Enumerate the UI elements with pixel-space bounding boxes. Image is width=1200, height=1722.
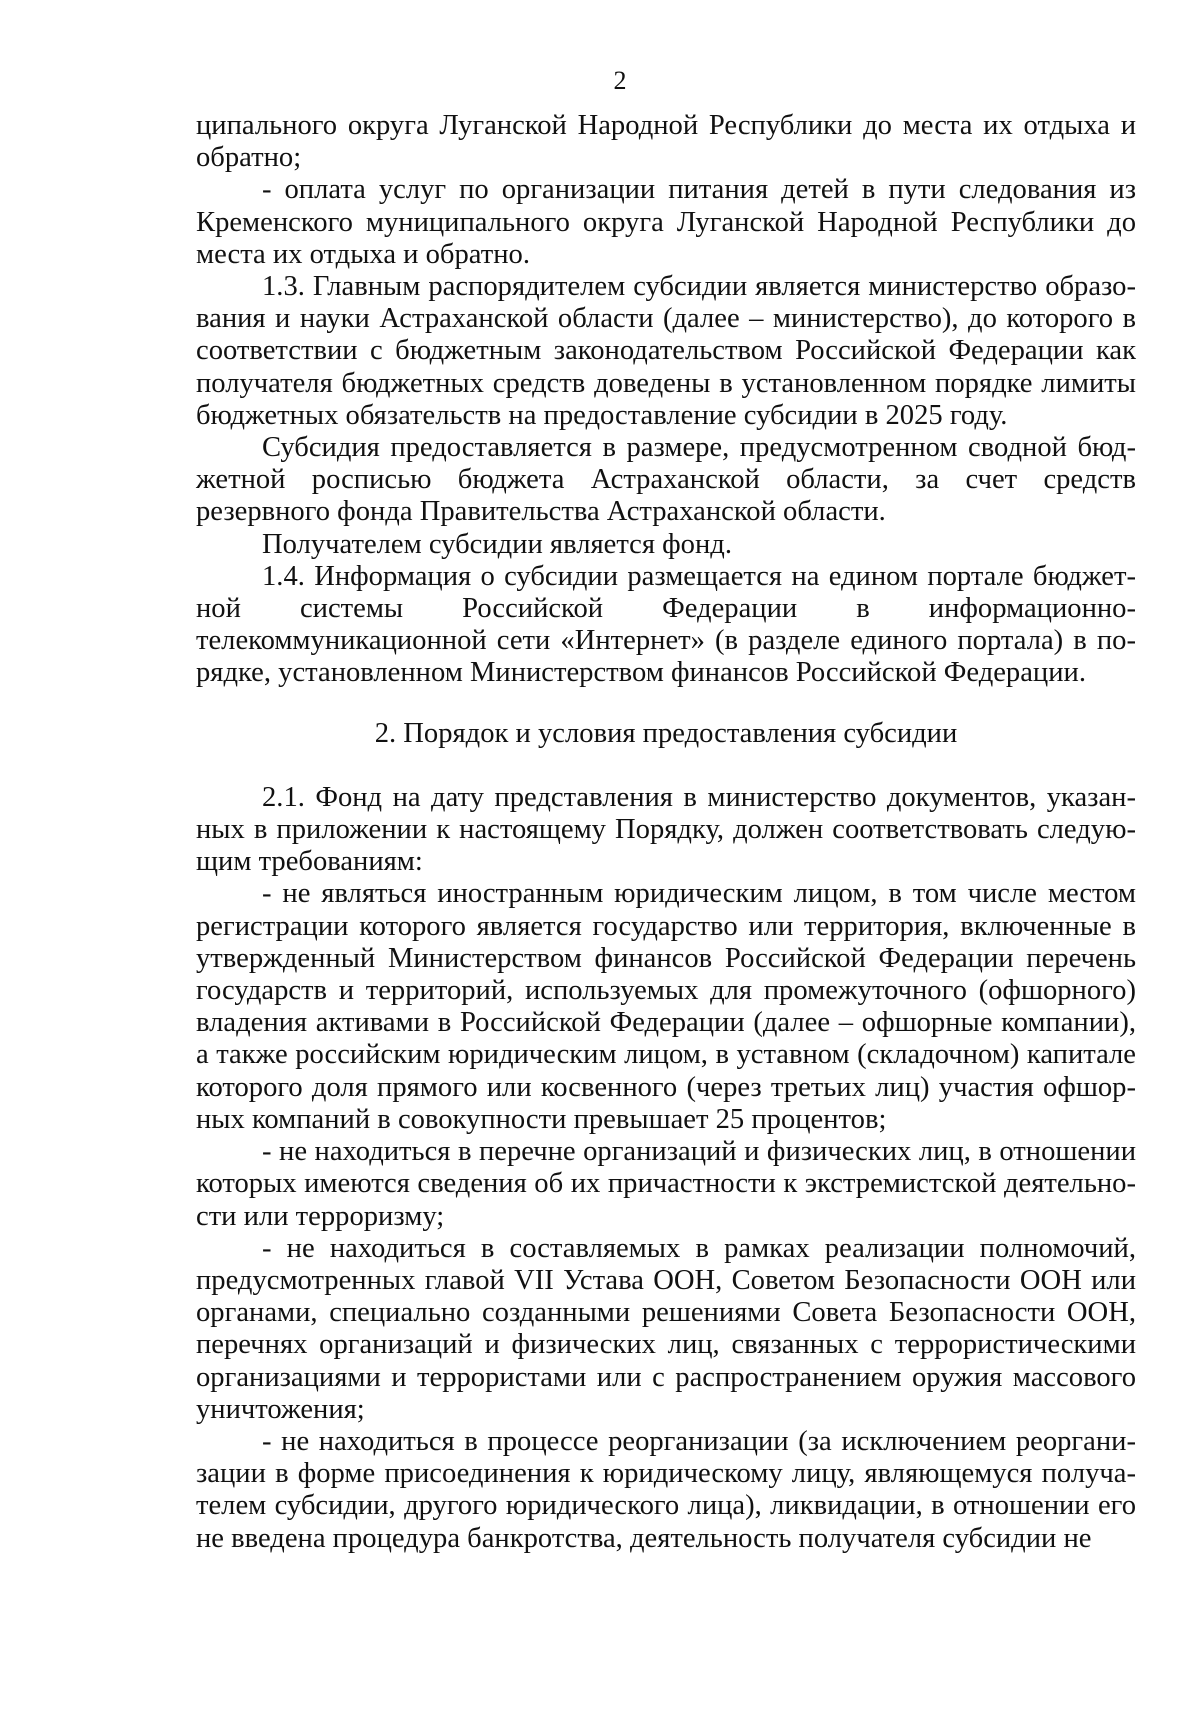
- paragraph-list-item: - не являться иностранным юридическим лицом, в том числе местом регистрации которого является государство или территория, включенные в утвержденный Министерством финансов Российской Федерации перечень государств и территорий, используемых для промежуточного (офшорного) владения активами в Российской Федерации (далее – офшорные компании), а также российским юридическим лицом, в уставном (складочном) капитале которого доля прямого или косвенного (через третьих лиц) участия офшорных компаний в совокупности превышает 25 процентов;: [196, 878, 1136, 1135]
- paragraph-subsidy-amount: Субсидия предоставляется в размере, предусмотренном сводной бюджетной росписью бюджета Астраханской области, за счет средств резервного фонда Правительства Астраханской области.: [196, 432, 1136, 528]
- section-heading: 2. Порядок и условия предоставления субсидии: [374, 717, 958, 749]
- paragraph-list-item: - оплата услуг по организации питания детей в пути следования из Кременского муниципального округа Луганской Народной Республики до места их отдыха и обратно.: [196, 174, 1136, 270]
- page-number: 2: [613, 66, 627, 95]
- document-body: [196, 110, 1136, 1555]
- paragraph-2-1: 2.1. Фонд на дату представления в министерство документов, указанных в приложении к настоящему Порядку, должен соответствовать следующим требованиям:: [196, 781, 1136, 878]
- paragraph-list-item: - не находиться в составляемых в рамках реализации полномочий, предусмотренных главой VII Устава ООН, Советом Безопасности ООН или органами, специально созданными решениями Совета Безопасности ООН, перечнях организаций и физических лиц, связанных с террористическими организациями и террористами или с распространением оружия массового уничтожения;: [196, 1232, 1136, 1425]
- paragraph-list-item: - не находиться в процессе реорганизации (за исключением реорганизации в форме присоединения к юридическому лицу, являющемуся получателем субсидии, другого юридического лица), ликвидации, в отношении его не введена процедура банкротства, деятельность получателя субсидии не: [196, 1425, 1136, 1554]
- paragraph-list-item: - не находиться в перечне организаций и физических лиц, в отношении которых имеются сведения об их причастности к экстремистской деятельности или терроризму;: [196, 1136, 1136, 1232]
- paragraph-continuation: ципального округа Луганской Народной Республики до места их отдыха и обратно;: [196, 110, 1136, 174]
- paragraph-1-4: 1.4. Информация о субсидии размещается на едином портале бюджетной системы Российской Федерации в информационно-телекоммуникационной сети «Интернет» (в разделе единого портала) в порядке, установленном Министерством финансов Российской Федерации.: [196, 560, 1136, 689]
- paragraph-recipient: Получателем субсидии является фонд.: [262, 528, 732, 560]
- paragraph-1-3: 1.3. Главным распорядителем субсидии является министерство образования и науки Астраханской области (далее – министерство), до которого в соответствии с бюджетным законодательством Российской Федерации как получателя бюджетных средств доведены в установленном порядке лимиты бюджетных обязательств на предоставление субсидии в 2025 году.: [196, 271, 1136, 431]
